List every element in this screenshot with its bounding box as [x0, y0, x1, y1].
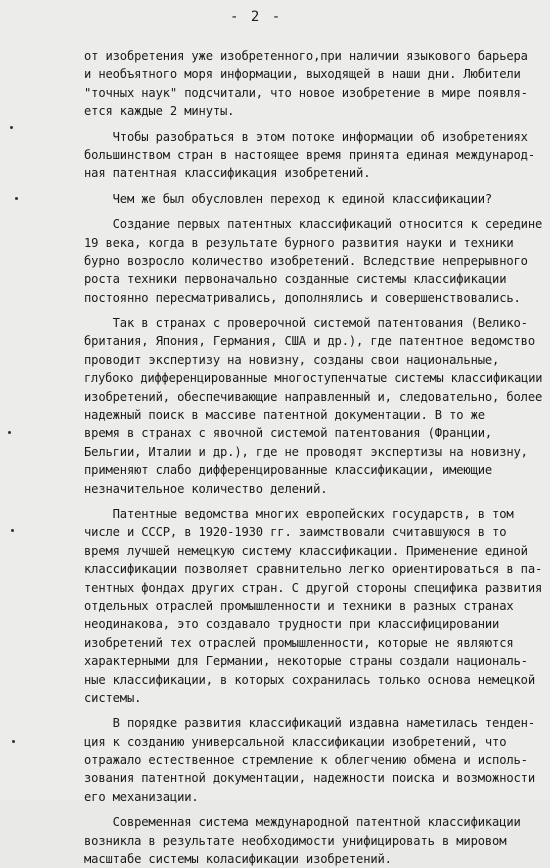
paragraph-gap — [84, 707, 544, 714]
text-line: ется каждые 2 минуты. — [84, 104, 235, 119]
text-line: ная патентная классификация изобретений. — [84, 166, 371, 181]
text-line: 19 века, когда в результате бурного развития науки и техники — [84, 235, 514, 250]
text-line: постоянно пересматривались, дополнялись и совершенствовались. — [84, 290, 521, 305]
page-number: - 2 - — [230, 9, 283, 25]
text-line: британия, Япония, Германия, США и др.), где патентное ведомство — [84, 334, 536, 349]
text-line: изобретений тех отраслей промышленности, которые не являются — [84, 635, 514, 650]
text-line: незначительное количество делений. — [84, 481, 328, 496]
text-line: ные классификации, в которых сохранилась только основа немецкой — [84, 672, 536, 687]
text-line: Патентные ведомства многих европейских государств, в том — [84, 506, 514, 521]
text-line: глубоко дифференцированные многоступенчатые системы классификации — [84, 371, 543, 386]
text-line: роста техники первоначально созданные системы классификации — [84, 272, 507, 287]
body-text — [84, 47, 544, 868]
text-line: большинством стран в настоящее время принята единая международ- — [84, 147, 536, 162]
text-line: время лучшей немецкую систему классификации. Применение единой — [84, 543, 528, 558]
text-line: применяют слабо дифференцированные классификации, имеющие — [84, 463, 493, 478]
paragraph-gap — [84, 208, 544, 215]
paragraph-gap — [84, 806, 544, 813]
text-line: числе и СССР, в 1920-1930 гг. заимствовали считавшуюся в то — [84, 525, 507, 540]
text-line: отдельных отраслей промышленности и техники в разных странах — [84, 598, 514, 613]
text-line: масштабе системы коласификации изобретений. — [84, 852, 392, 867]
text-line: от изобретения уже изобретенного,при наличии языкового барьера — [84, 49, 528, 63]
paragraph — [84, 128, 544, 183]
text-line: ция к созданию универсальной классификации изобретений, что — [84, 734, 507, 749]
text-line: системы. — [84, 690, 142, 705]
paragraph — [84, 215, 544, 307]
text-line: Создание первых патентных классификаций относится к середине — [84, 217, 543, 232]
paragraph-gap — [84, 498, 544, 505]
text-line: "точных наук" подсчитали, что новое изобретение в мире появля- — [84, 85, 528, 100]
paragraph — [84, 190, 544, 208]
margin-dot — [8, 431, 11, 434]
margin-dot — [10, 126, 13, 129]
text-line: и необъятного моря информации, выходящей в наши дни. Любители — [84, 67, 521, 82]
paragraph-gap — [84, 307, 544, 314]
text-line: классификации позволяет сравнительно легко ориентироваться в па- — [84, 562, 543, 577]
margin-dot — [12, 740, 15, 743]
text-line: Так в странах с проверочной системой патентования (Велико- — [84, 316, 528, 331]
text-line: возникла в результате необходимости унифицировать в мировом — [84, 833, 507, 848]
text-line: время в странах с явочной системой патентования (Франции, — [84, 426, 493, 441]
paragraph — [84, 505, 544, 707]
margin-dot — [15, 197, 18, 200]
text-line: тентных фондах других стран. С другой стороны специфика развития — [84, 580, 543, 595]
text-line: его механизации. — [84, 789, 199, 804]
paragraph — [84, 813, 544, 868]
text-line: Современная система международной патентной классификации — [84, 815, 521, 830]
paragraph — [84, 47, 544, 121]
text-line: изобретений, обеспечивающие направленный и, следовательно, более — [84, 389, 543, 404]
margin-dot — [11, 529, 14, 532]
text-line: проводит экспертизу на новизну, созданы свои национальные, — [84, 352, 500, 367]
text-line: бурно возросло количество изобретений. Вследствие непрерывного — [84, 253, 528, 268]
text-line: Чем же был обусловлен переход к единой классификации? — [84, 191, 493, 206]
text-line: надежный поиск в массиве патентной документации. В то же — [84, 408, 485, 423]
text-line: В порядке развития классификаций издавна наметилась тенден- — [84, 716, 536, 731]
text-line: Бельгии, Италии и др.), где не проводят экспертизы на новизну, — [84, 444, 528, 459]
paragraph — [84, 714, 544, 806]
text-line: Чтобы разобраться в этом потоке информации об изобретениях — [84, 129, 528, 144]
text-line: зования патентной документации, надежности поиска и возможности — [84, 771, 536, 786]
text-line: отражало естественное стремление к облегчению обмена и исполь- — [84, 753, 528, 768]
text-line: неодинакова, это создавало трудности при классифицировании — [84, 617, 500, 632]
text-line: характерными для Германии, некоторые страны создали националь- — [84, 654, 528, 669]
paragraph — [84, 314, 544, 498]
paragraph-gap — [84, 121, 544, 128]
paragraph-gap — [84, 183, 544, 190]
